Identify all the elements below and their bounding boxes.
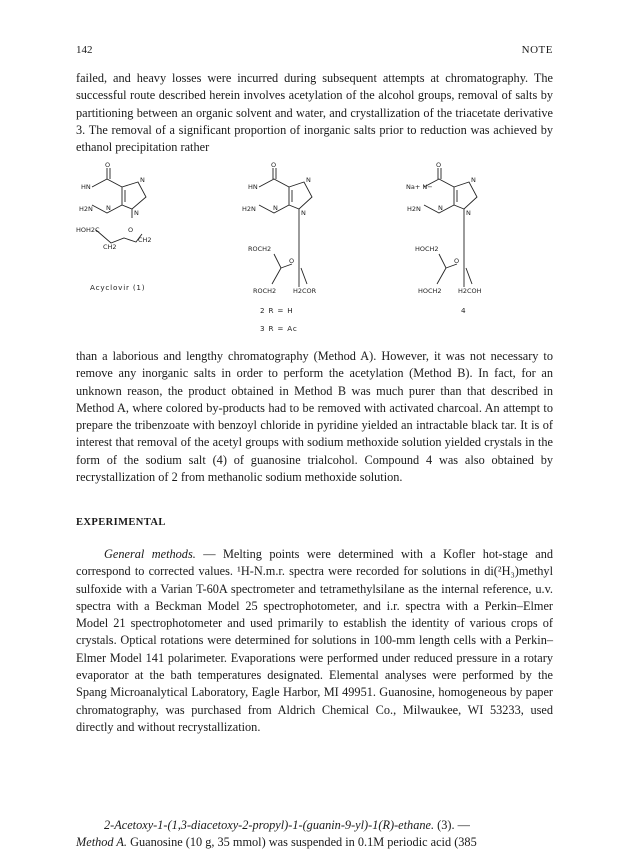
paragraph-methods-discussion: than a laborious and lengthy chromatography (Method A). However, it was not necessary to remove any inorganic salts in order to perform the acetylation (Method B). In fact, for an unknown reason, the product obtained in Method B was much purer than that described in Method A, where colored by-products had to be removed with activated charcoal. An attempt to prepare the tribenzoate with benzoyl chloride in pyridine yielded an intractable black tar. It is of interest that removal of the acetyl groups with sodium methoxide solution yielded crystals in the form of the sodium salt (4) of guanosine trialcohol. Compound 4 was also obtained by recrystallization of 2 from methanolic sodium methoxide solution. (76, 349, 553, 485)
s2-n9-label: N (301, 209, 306, 217)
s4-h2coh-label: H2COH (458, 287, 482, 295)
compound-2-label: 2 R = H (260, 306, 294, 315)
s2-oxo-label: O (271, 161, 277, 169)
compound-3-title: 2-Acetoxy-1-(1,3-diacetoxy-2-propyl)-1-(guanin-9-yl)-1(R)-ethane. (104, 818, 435, 832)
method-a-label: Method A. (76, 835, 128, 850)
s2-ring-oxygen-label: O (289, 257, 295, 265)
s1-n3-label: N (106, 204, 111, 212)
structure-acyclovir (76, 161, 152, 292)
s4-sodium-nitrogen-label: Na+ N− (406, 183, 433, 191)
general-methods-lead: General methods. (104, 547, 196, 561)
s4-hoch2-top-label: HOCH2 (415, 245, 439, 253)
paragraph-intro: failed, and heavy losses were incurred during subsequent attempts at chromatography. The successful route described herein involves acetylation of the alcohol groups, removal of salts by partitioning between an organic solvent and water, and crystallization of the triacetate derivative 3. The removal of a significant proportion of inorganic salts prior to reduction was achieved by ethanol precipitation rather (76, 71, 553, 155)
s2-roch2-bottom-label: ROCH2 (253, 287, 277, 295)
paragraph-compound-3-prep (76, 817, 553, 852)
s4-h2n-label: H2N (407, 205, 421, 213)
s4-n3-label: N (438, 204, 443, 212)
structure-compound-4 (406, 161, 482, 315)
s2-roch2-top-label: ROCH2 (248, 245, 272, 253)
page-number: 142 (76, 44, 93, 56)
paragraph-general-methods (76, 546, 553, 736)
s1-n9-label: N (134, 209, 139, 217)
page-header (76, 44, 553, 58)
s4-hoch2-bottom-label: HOCH2 (418, 287, 442, 295)
section-heading-experimental: EXPERIMENTAL (76, 517, 166, 528)
s1-oxo-label: O (105, 161, 111, 169)
s2-h2cor-label: H2COR (293, 287, 317, 295)
s1-n7-label: N (140, 176, 145, 184)
s1-ring-oxygen-label: O (128, 226, 134, 234)
chemical-structures-figure (76, 160, 553, 340)
s4-oxo-label: O (436, 161, 442, 169)
s1-h2n-label: H2N (79, 205, 93, 213)
compound-3-title-tail: (3). — (434, 818, 470, 832)
s2-h2n-label: H2N (242, 205, 256, 213)
s1-ch2-b-label: CH2 (138, 236, 152, 244)
running-head: NOTE (521, 44, 553, 56)
compound-3-label: 3 R = Ac (260, 324, 298, 333)
s2-hn-label: HN (248, 183, 258, 191)
s1-ch2-a-label: CH2 (103, 243, 117, 251)
s2-n7-label: N (306, 176, 311, 184)
structure-compound-2-3 (242, 161, 317, 333)
s4-n9-label: N (466, 209, 471, 217)
structures-svg (76, 160, 553, 340)
acyclovir-caption: Acyclovir (1) (90, 283, 146, 292)
s2-n3-label: N (273, 204, 278, 212)
s1-hoh2c-label: HOH2C (76, 226, 100, 234)
compound-4-label: 4 (461, 306, 467, 315)
s4-ring-oxygen-label: O (454, 257, 460, 265)
s1-hn-label: HN (81, 183, 91, 191)
method-a-body: Guanosine (10 g, 35 mmol) was suspended in 0.1M periodic acid (385 (127, 835, 477, 850)
general-methods-body: — Melting points were determined with a Kofler hot-stage and correspond to corrected values. ¹H-N.m.r. spectra were recorded for solutions in di(²H₃)methyl sulfoxide with a Varian T-60A spectrometer and tetramethylsilane as the internal reference, u.v. spectra with a Beckman Model 25 spectrophotometer, and i.r. spectra with a Perkin–Elmer Model 21 spectrophotometer and used primarily to establish the identity of various crops of crystals. Optical rotations were determined for solutions in 100-mm length cells with a Perkin–Elmer Model 141 polarimeter. Evaporations were performed under reduced pressure in a rotary evaporator at the bath temperatures designated. Elemental analyses were performed by the Spang Microanalytical Laboratory, Eagle Harbor, MI 49951. Guanosine, homogeneous by paper chromatography, was purchased from Aldrich Chemical Co., Milwaukee, WI 53233, used directly and without recrystallization. (76, 547, 553, 734)
s4-n7-label: N (471, 176, 476, 184)
